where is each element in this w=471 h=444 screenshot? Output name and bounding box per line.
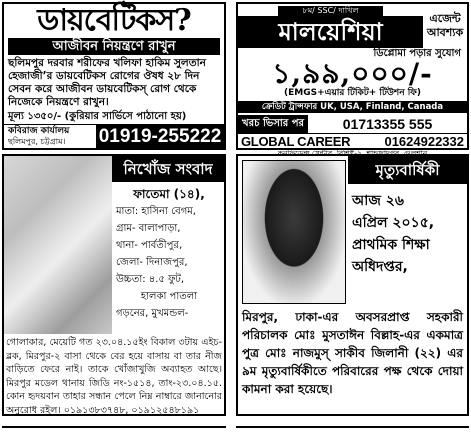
malaysia-agent: এজেন্ট আবশ্যক xyxy=(426,12,464,39)
death-line: অধিদপ্তর, xyxy=(352,259,408,275)
malaysia-visa-label: খরচ ভিসার পর xyxy=(238,115,308,133)
death-line: আজ ২৬ xyxy=(352,193,404,209)
malaysia-emgs: (EMGS+এয়ার টিকিট+ টিউশন ফি) xyxy=(284,88,421,98)
diabetics-phone: 01919-255222 xyxy=(96,125,224,148)
diabetics-body: ছলিমপুর দরবার শরীফের খলিফা হাকিম সুলতান হেজাজী’র ডায়বেটিকস রোগের ঔষধ ২৮ দিন সেবন করে আজীবন ডায়বেটিকস্‌ রোগ থেকে নিজেকে নিয়ন্ত্রণে রাখুন। xyxy=(8,57,206,108)
missing-photo xyxy=(4,156,112,334)
death-header: মৃত্যুবার্ষিকী xyxy=(348,156,467,184)
missing-body: গোলাকার, মেয়েটি গত ২৩.০৪.১৫ইং বিকাল ৩টায় এইচ-ব্লক, মিরপুর-২ বাসা থেকে বের হয়ে বাসায় বা তার নীজ বাড়িতে ফেরে নাই। তাকে খোঁজাখুজি অব্যাহত আছে। মিরপুর মডেল থানায় জিডি নং-১৫১৪, তাং-২৩.০৪.১৫. কোন হৃদয়বান তাহার সন্ধান পেলে নিম্ন নাম্বারে জানানোর অনুরোধ রইল। ০১৯১৩৮৩৭৪৮, ০১৯১২৫৪৮১৯১ xyxy=(6,337,222,416)
missing-detail: জেলা- দিনাজপুর, xyxy=(116,257,188,268)
diabetics-price: মূল্য ১৩৫০/- (কুরিয়ার সার্ভিসে পাঠানো হয়) xyxy=(8,111,187,122)
death-body: মিরপুর, ঢাকা-এর অবসরপ্রাপ্ত সহকারী পরিচালক মোঃ মুসতাঈন বিল্লাহ-এর একমাত্র পুত্র মোঃ নাজমুস্‌ সাকীব জিলানী (২২) এর ৯ম মৃত্যুবার্ষিকীতে পরিবারের পক্ষ থেকে দোয়া কামনা করা হয়েছে। xyxy=(242,310,463,396)
diabetics-place: ছলিমপুর, চট্টগ্রাম। xyxy=(8,137,66,146)
missing-detail: মাতা: হাসিনা বেগম, xyxy=(116,206,196,217)
missing-detail: থানা- পার্বতীপুর, xyxy=(116,240,183,251)
death-photo xyxy=(242,160,346,304)
ad-diabetics xyxy=(2,2,226,150)
malaysia-title: মালয়েশিয়া xyxy=(238,16,423,48)
diabetics-title: ডায়বেটিকস? xyxy=(37,3,191,38)
malaysia-brand: GLOBAL CAREER xyxy=(241,134,351,149)
missing-detail: হালকা পাতলা xyxy=(140,291,198,302)
missing-detail: উচ্চতা: ৪.৫ ফুট, xyxy=(116,274,185,285)
ad-death-anniversary xyxy=(236,154,469,416)
missing-detail: গড়নের, মুখমন্ডল- xyxy=(116,308,189,319)
malaysia-price: ১,৯৯,০০০/- xyxy=(272,57,433,90)
malaysia-subtitle: ডিপ্লোমা পড়ার সুযোগ xyxy=(373,48,461,59)
missing-detail: গ্রাম- বালাপাড়া, xyxy=(116,223,181,234)
diabetics-office: কবিরাজ কার্যালয় xyxy=(8,126,70,136)
ad-missing xyxy=(2,154,226,416)
missing-name: ফাতেমা (১৪), xyxy=(133,187,205,201)
ad-malaysia xyxy=(236,2,469,150)
diabetics-subtitle: আজীবন নিয়ন্ত্রণে রাখুন xyxy=(8,38,220,55)
next-ad-strip xyxy=(0,420,471,444)
death-line: এপ্রিল ২০১৫, xyxy=(352,215,435,231)
death-line: প্রাথমিক শিক্ষা xyxy=(352,237,430,253)
malaysia-credit: ক্রেডিট ট্রান্সফার UK, USA, Finland, Canada xyxy=(238,101,467,113)
malaysia-tag: ৮ম/ SSC/ দাখিল xyxy=(278,6,383,16)
malaysia-phone2: 01624922332 xyxy=(384,134,464,149)
missing-header: নিখোঁজ সংবাদ xyxy=(112,156,224,182)
malaysia-phone1: 01713355 555 xyxy=(342,116,433,132)
